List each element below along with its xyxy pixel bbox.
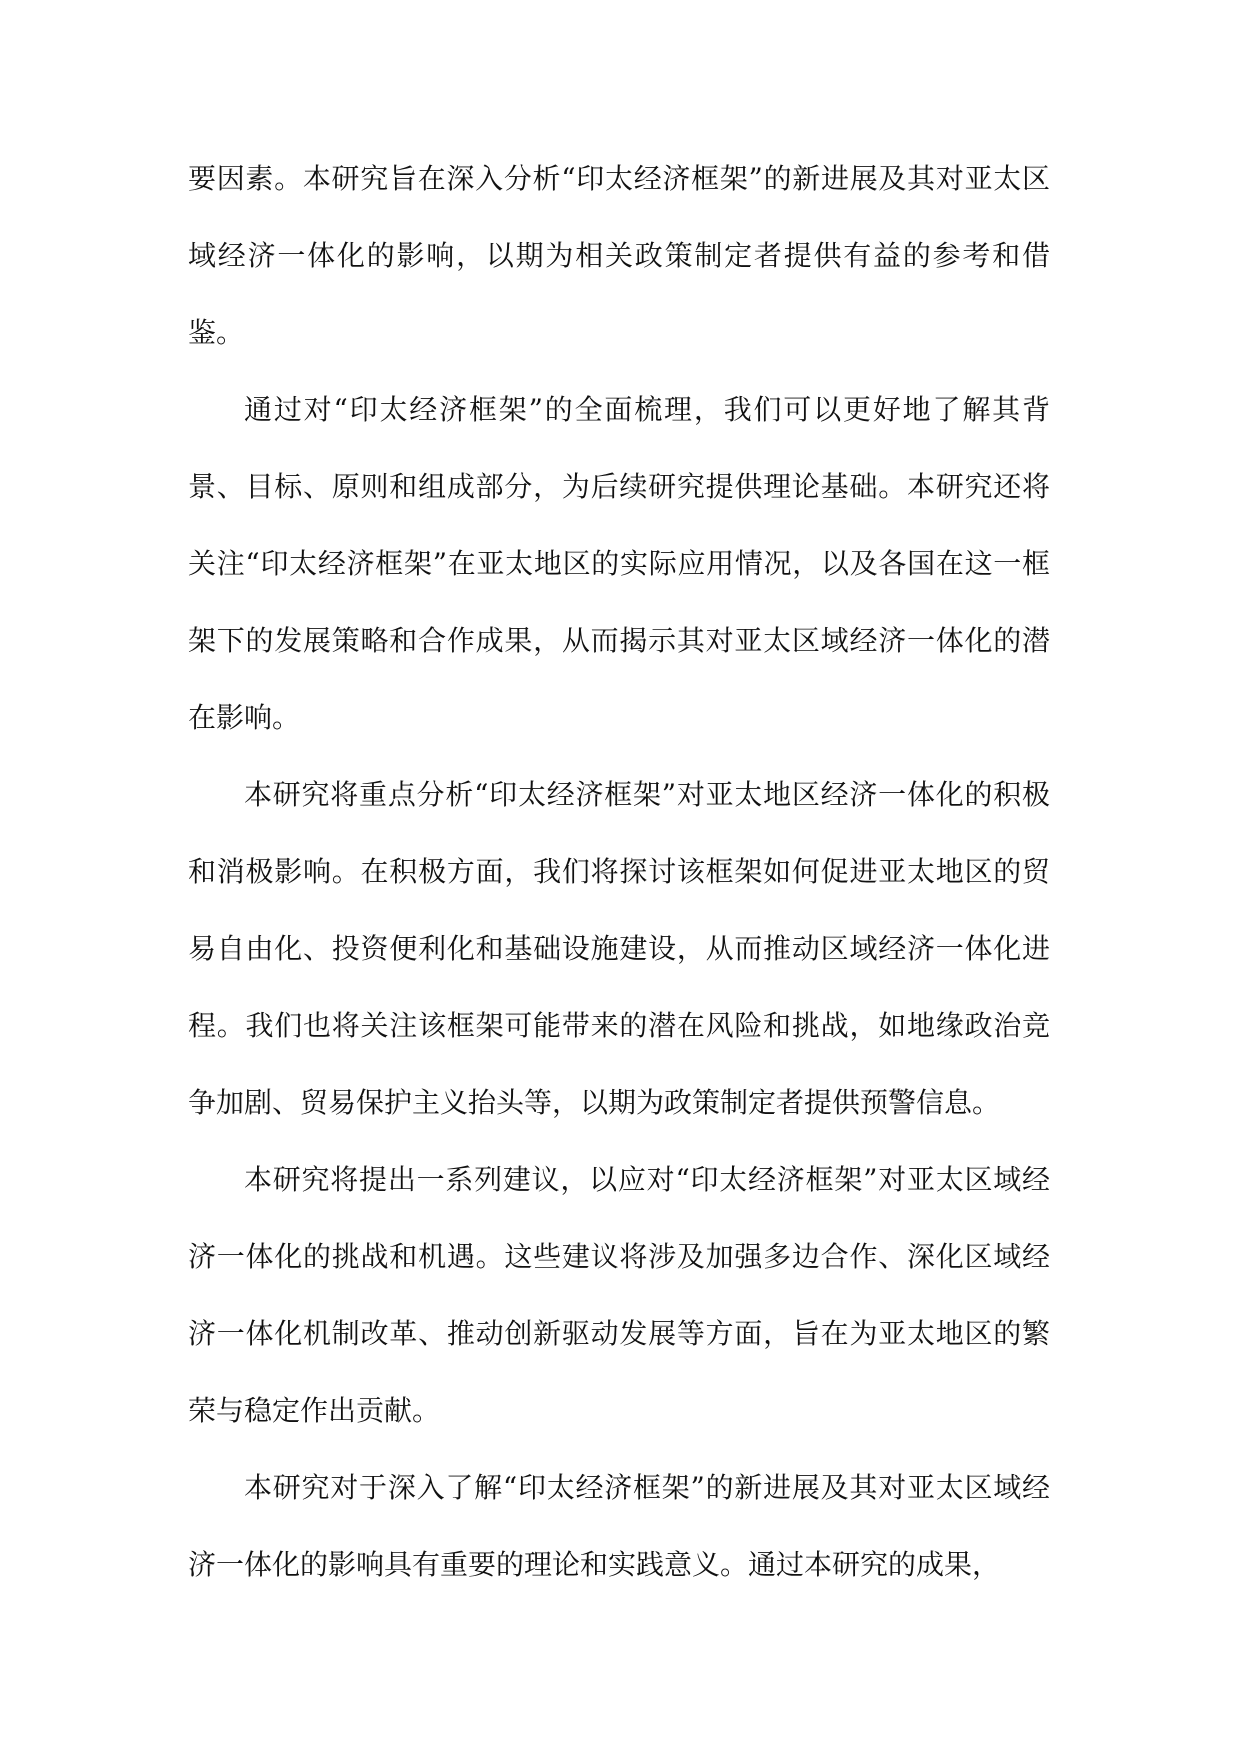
paragraph-2: 通过对“印太经济框架”的全面梳理，我们可以更好地了解其背景、目标、原则和组成部分，为后续研究提供理论基础。本研究还将关注“印太经济框架”在亚太地区的实际应用情况，以及各国在这一框架下的发展策略和合作成果，从而揭示其对亚太区域经济一体化的潜在影响。 bbox=[188, 393, 1050, 734]
paragraph-5: 本研究对于深入了解“印太经济框架”的新进展及其对亚太区域经济一体化的影响具有重要的理论和实践意义。通过本研究的成果， bbox=[188, 1471, 1050, 1581]
paragraph-3: 本研究将重点分析“印太经济框架”对亚太地区经济一体化的积极和消极影响。在积极方面，我们将探讨该框架如何促进亚太地区的贸易自由化、投资便利化和基础设施建设，从而推动区域经济一体化进程。我们也将关注该框架可能带来的潜在风险和挑战，如地缘政治竞争加剧、贸易保护主义抬头等，以期为政策制定者提供预警信息。 bbox=[188, 778, 1050, 1119]
paragraph-4: 本研究将提出一系列建议，以应对“印太经济框架”对亚太区域经济一体化的挑战和机遇。这些建议将涉及加强多边合作、深化区域经济一体化机制改革、推动创新驱动发展等方面，旨在为亚太地区的繁荣与稳定作出贡献。 bbox=[188, 1163, 1050, 1427]
document-body bbox=[188, 140, 1050, 1603]
paragraph-1: 要因素。本研究旨在深入分析“印太经济框架”的新进展及其对亚太区域经济一体化的影响，以期为相关政策制定者提供有益的参考和借鉴。 bbox=[188, 162, 1050, 349]
